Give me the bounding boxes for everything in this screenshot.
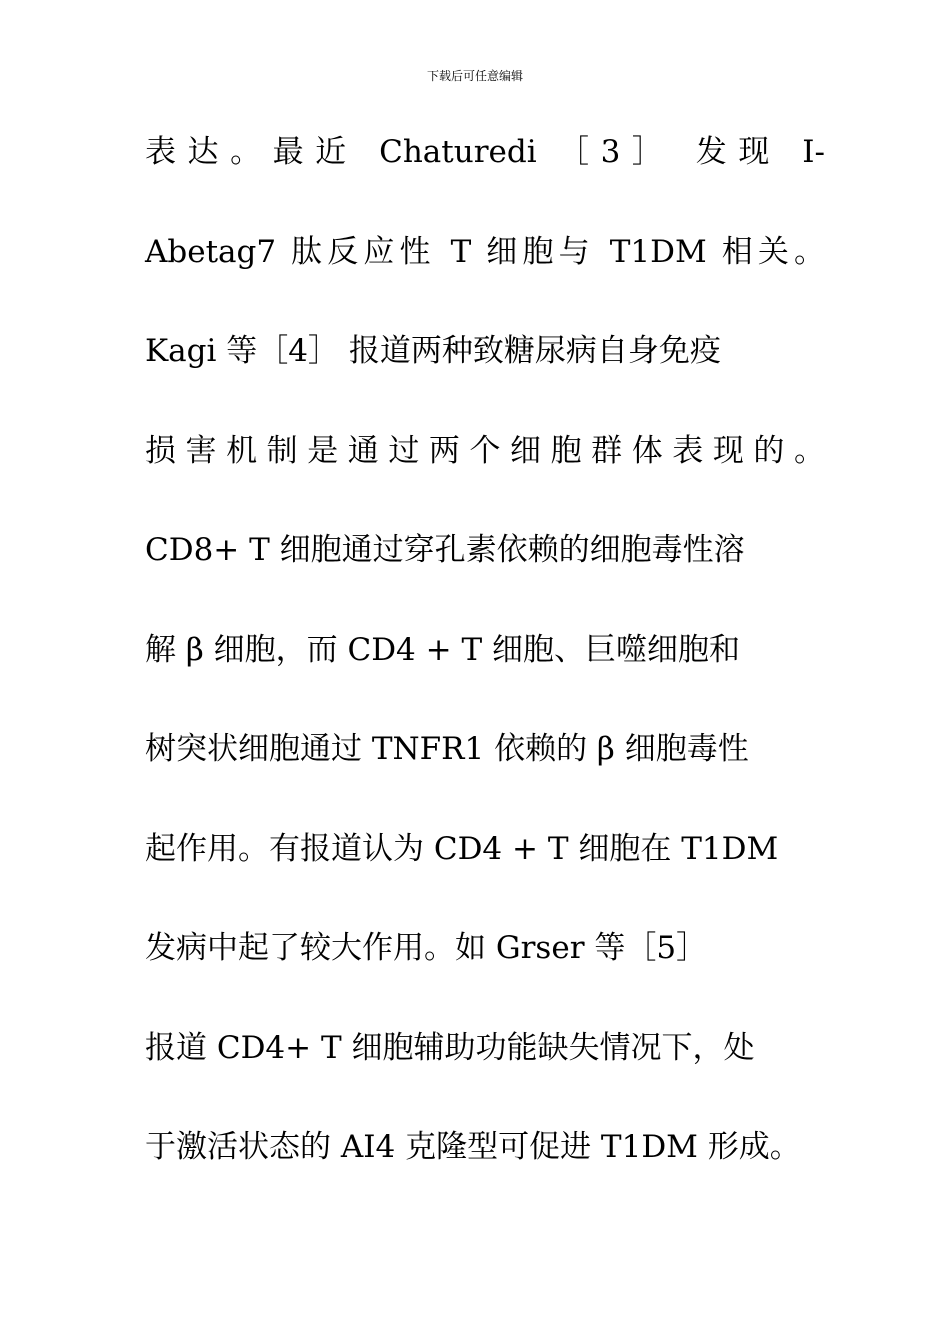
text-line: CD8+ T 细胞通过穿孔素依赖的细胞毒性溶	[145, 532, 745, 568]
text-line: 表达。最近 Chaturedi ［3］ 发现 I-	[145, 134, 825, 170]
text-line: 解 β 细胞，而 CD4 + T 细胞、巨噬细胞和	[145, 631, 740, 668]
text-line: 树突状细胞通过 TNFR1 依赖的 β 细胞毒性	[145, 731, 749, 767]
text-line: 发病中起了较大作用。如 Grser 等［5］	[145, 930, 708, 966]
page-header: 下载后可任意编辑	[426, 69, 523, 83]
text-line: Abetag7 肽反应性 T 细胞与 T1DM 相关。	[145, 233, 825, 270]
text-line: Kagi 等［4］ 报道两种致糖尿病自身免疫	[145, 333, 721, 369]
text-line: 损害机制是通过两个细胞群体表现的。	[145, 432, 825, 469]
text-line: 起作用。有报道认为 CD4 + T 细胞在 T1DM	[145, 830, 779, 867]
text-line: 报道 CD4+ T 细胞辅助功能缺失情况下，处	[145, 1029, 755, 1066]
text-line: 于激活状态的 AI4 克隆型可促进 T1DM 形成。	[145, 1129, 801, 1165]
body-paragraph	[145, 120, 825, 1215]
